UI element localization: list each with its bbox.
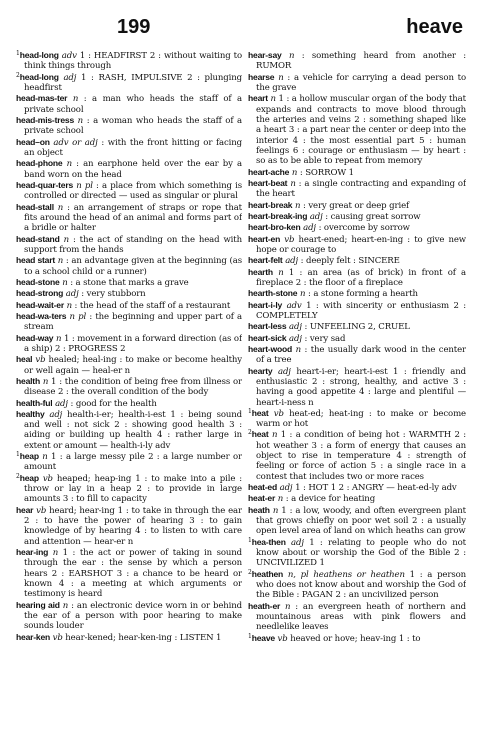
entry-headword: heap [19,472,39,483]
entry-headword: heart-bro-ken [248,222,301,233]
homograph-number: 2 [16,71,20,79]
part-of-speech: n [55,333,62,344]
dictionary-entry [16,376,242,398]
part-of-speech: vb [52,632,63,643]
part-of-speech: adj [309,211,323,222]
left-column [16,50,242,732]
dictionary-entry [248,222,466,233]
entry-headword: heart [248,93,268,104]
entry-definition: heaved or hove; heav-ing 1 : to [287,633,421,644]
entry-definition: 1 : RASH, IMPULSIVE 2 : plunging headfirst [24,72,242,93]
part-of-speech: n [57,202,64,213]
entry-headword: head-stall [16,201,54,212]
part-of-speech: adj [291,537,304,548]
part-of-speech: n [42,452,48,463]
entry-headword: healthy [16,408,45,419]
part-of-speech: vb [284,234,295,245]
dictionary-entry [16,277,242,288]
entry-definition: : a device for heating [283,494,376,505]
entry-definition: heat-ed; heat-ing : to make or become warm or hot [256,408,466,430]
dictionary-entry [16,409,242,451]
entry-definition: : an arrangement of straps or rope that fits around the head of an animal and forms part of a bridle or halter [24,202,242,234]
dictionary-entry [248,537,466,569]
entry-definition: : causing great sorrow [322,211,421,222]
dictionary-entry [248,333,466,344]
page-number: 199 [117,16,151,38]
dictionary-entry [16,311,242,333]
entry-headword: head-mis-tress [16,114,75,125]
entry-definition: : a place from which something is controlled or directed — used as singular or plural [24,180,242,202]
entry-definition: : the act of standing on the head with support from the hands [24,234,242,255]
dictionary-entry [16,547,242,600]
entry-definition: 1 : with sincerity or enthusiasm 2 : COMPLETELY [256,300,466,321]
entry-definition: : the beginning and upper part of a stream [24,311,242,333]
dictionary-entry [248,633,466,644]
homograph-number: 2 [248,568,252,576]
entry-headword: heart-en [248,233,281,244]
entry-definition: : very stubborn [78,289,146,300]
dictionary-entry [248,211,466,222]
dictionary-entry [16,354,242,376]
homograph-number: 1 [16,50,20,57]
entry-headword: hearth [248,266,273,277]
entry-headword: head-long [19,71,59,82]
entry-definition: : the usually dark wood in the center of a tree [256,344,466,366]
entry-headword: head-wa-ters [16,310,67,321]
entry-headword: heathen [251,568,284,579]
dictionary-entry [248,178,466,200]
entry-headword: heart-i-ly [248,299,283,310]
entry-headword: heat-ed [248,482,277,493]
dictionary-entry [16,50,242,72]
entry-definition: heart-ened; heart-en-ing : to give new hope or courage to [256,234,466,255]
entry-definition: 1 : a condition of being hot : WARMTH 2 : hot weather 3 : a form of energy that causes an object to rise in temperature 4 : strength of feeling or force of action 5 : a single race in a contest that includes two or more races [256,430,466,482]
dictionary-entry [248,429,466,482]
part-of-speech: adv [61,51,77,61]
entry-definition: : good for the health [67,398,157,409]
part-of-speech: n [270,94,276,105]
entry-definition: : a vehicle for carrying a dead person to the grave [256,72,466,93]
entry-headword: head start [16,255,55,266]
part-of-speech: n [66,159,72,170]
part-of-speech: n [72,94,79,105]
dictionary-entry [248,493,466,504]
part-of-speech: n [278,72,284,83]
dictionary-entry [16,202,242,234]
entry-definition: : a stone that marks a grave [67,277,189,288]
entry-definition: : an earphone held over the ear by a band worn on the head [24,159,242,180]
dictionary-entry [16,333,242,355]
entry-definition: : very great or deep grief [300,200,410,211]
entry-headword: hearty [248,365,273,376]
part-of-speech: n pl [69,311,87,322]
entry-definition: 1 : the act or power of taking in sound through the ear : the sense by which a person hears 2 : EARSHOT 3 : a chance to be heard or known 4 : a meeting at which arguments or testimony is heard [24,548,242,600]
entry-headword: head-way [16,332,54,343]
part-of-speech: adj [279,483,293,494]
entry-headword: health [16,375,40,386]
entry-definition: : UNFEELING 2, CRUEL [301,322,410,333]
entry-headword: heart-break-ing [248,210,308,221]
entry-headword: head-quar-ters [16,179,74,190]
entry-definition: 1 : a person who does not know about and worship the God of the Bible : PAGAN 2 : an uncivilized person [256,569,466,601]
entry-definition: heaped; heap-ing 1 : to make into a pile : throw or lay in a heap 2 : to provide in large amounts 3 : to fill to capacity [24,473,242,505]
dictionary-entry [16,255,242,277]
entry-headword: heart-sick [248,332,287,343]
part-of-speech: n [52,548,59,559]
part-of-speech: n [77,115,84,126]
entry-headword: heat [251,407,269,418]
entry-headword: heath-er [248,600,281,611]
entry-definition: : a man who heads the staff of a private school [24,94,242,115]
entry-definition: : an electronic device worn in or behind the ear of a person with poor hearing to make sounds louder [24,600,242,632]
part-of-speech: n [62,277,68,288]
dictionary-entry [248,569,466,601]
entry-definition: : the head of the staff of a restaurant [71,300,231,311]
entry-definition: heart-i-er; heart-i-est 1 : friendly and enthusiastic 2 : strong, healthy, and active 3 : having a good appetite 4 : large and plentiful — heart-i-ness n [256,366,466,408]
part-of-speech: vb [273,408,284,419]
entry-definition: : an evergreen heath of northern and mountainous areas with pink flowers and needlelike leaves [256,601,466,633]
dictionary-entry [16,451,242,473]
guide-word: heave [406,16,463,38]
right-column [248,50,466,732]
part-of-speech: vb [42,473,53,484]
homograph-number: 1 [248,536,252,544]
homograph-number: 1 [16,451,20,459]
part-of-speech: n [278,267,284,278]
part-of-speech: n [42,376,49,387]
entry-definition: heard; hear-ing 1 : to take in through the ear 2 : to have the power of hearing 3 : to gain knowledge of by hearing 4 : to listen to with care and attention — hear-er n [24,505,242,547]
entry-headword: heart-beat [248,177,288,188]
entry-definition: 1 : HOT 1 2 : ANGRY — heat-ed-ly adv [292,483,457,494]
part-of-speech: adj [303,223,316,234]
entry-definition: 1 : a large messy pile 2 : a large number or amount [24,452,242,473]
part-of-speech: vb [277,633,288,644]
part-of-speech: n [299,289,306,300]
dictionary-entry [16,632,242,643]
dictionary-entry [16,300,242,311]
dictionary-entry [248,505,466,537]
entry-headword: heat-er [248,493,276,504]
entry-definition: 1 : HEADFIRST 2 : without waiting to think things through [24,51,242,72]
homograph-number: 2 [248,429,252,437]
entry-definition: : a single contracting and expanding of the heart [256,178,466,200]
entry-headword: heart-less [248,321,287,332]
part-of-speech: n [291,167,298,178]
entry-definition: : overcome by sorrow [315,223,410,234]
dictionary-entry [248,72,466,94]
homograph-number: 2 [16,472,20,480]
part-of-speech: adj [65,289,79,300]
part-of-speech: adj [277,366,291,377]
entry-headword: hear [16,504,34,515]
entry-headword: hearth-stone [248,288,298,299]
entry-definition: : something heard from another : RUMOR [256,51,466,72]
entry-headword: heart-ache [248,166,290,177]
entry-definition: 1 : a low, woody, and often evergreen plant that grows chiefly on poor wet soil 2 : a usually open level area of land on which heaths can grow [256,505,466,537]
part-of-speech: adj [55,398,68,409]
dictionary-entry [248,321,466,332]
part-of-speech: adj [289,322,302,333]
entry-headword: hear-ken [16,631,51,642]
entry-headword: head-stand [16,233,60,244]
part-of-speech: n [66,300,72,311]
dictionary-entry [248,255,466,266]
page-header [0,12,480,46]
entry-headword: heart-break [248,199,293,210]
part-of-speech: vb [36,505,47,516]
entry-headword: heave [251,632,275,643]
part-of-speech: n [294,200,301,211]
dictionary-entry [248,300,466,322]
entry-headword: head–on [16,136,50,147]
entry-definition: 1 : a hollow muscular organ of the body that expands and contracts to move blood through the arteries and veins 2 : something shaped like a heart 3 : a part near the center or deep into the interior 4 : the most essential part 5 : human feelings 6 : courage or enthusiasm — by heart : so as to be able to repeat from memory [256,94,466,167]
entry-headword: heat [251,429,269,440]
entry-definition: : a stone forming a hearth [305,289,418,300]
dictionary-entry [248,601,466,633]
part-of-speech: n [57,256,64,267]
dictionary-entry [16,72,242,94]
entry-headword: heart-felt [248,255,283,266]
entry-headword: hear-say [248,50,282,60]
part-of-speech: n pl [76,180,93,191]
entry-definition: 1 : movement in a forward direction (as of a ship) 2 : PROGRESS 2 [24,333,242,354]
dictionary-entry [248,50,466,72]
dictionary-entry [248,200,466,211]
part-of-speech: n, pl heathens or heathen [287,569,405,580]
part-of-speech: adj [289,333,302,344]
part-of-speech: adj [285,256,299,267]
dictionary-entry [248,267,466,289]
dictionary-entry [248,288,466,299]
dictionary-entry [16,234,242,256]
entry-definition: : an advantage given at the beginning (as to a school child or a runner) [24,256,242,277]
entry-definition: 1 : relating to people who do not know about or worship the God of the Bible 2 : UNCIVILIZED 1 [256,537,466,569]
entry-headword: head-mas-ter [16,93,68,104]
part-of-speech: n [285,601,291,612]
part-of-speech: n [295,344,301,355]
dictionary-entry [16,180,242,202]
dictionary-entry [16,600,242,632]
dictionary-entry [16,158,242,180]
dictionary-entry [16,115,242,137]
entry-headword: heap [19,451,39,462]
homograph-number: 1 [248,632,252,640]
entry-definition: : with the front hitting or facing an object [24,137,242,158]
dictionary-entry [16,473,242,505]
entry-headword: hearing aid [16,599,60,610]
entry-headword: hearse [248,71,275,82]
dictionary-entry [248,167,466,178]
entry-headword: heath [248,504,270,515]
part-of-speech: adv or adj [53,137,98,148]
entry-definition: : deeply felt : SINCERE [298,256,400,267]
entry-definition: : SORROW 1 [297,167,354,178]
part-of-speech: adj [49,409,63,420]
dictionary-columns [16,50,466,732]
entry-definition: : a woman who heads the staff of a private school [24,115,242,137]
dictionary-entry [248,408,466,430]
entry-headword: head-phone [16,158,63,169]
entry-headword: health-ful [16,397,53,408]
part-of-speech: adj [63,72,77,83]
part-of-speech: n [272,505,279,516]
part-of-speech: n [62,600,69,611]
dictionary-entry [16,288,242,299]
dictionary-entry [248,482,466,493]
part-of-speech: n [290,178,296,189]
entry-headword: hea-then [251,536,286,547]
part-of-speech: adv [286,300,302,311]
entry-headword: head-wait-er [16,299,64,310]
entry-definition: : very sad [301,333,346,344]
entry-definition: 1 : an area (as of brick) in front of a fireplace 2 : the floor of a fireplace [256,267,466,288]
dictionary-entry [248,366,466,408]
entry-definition: hear-kened; hear-ken-ing : LISTEN 1 [62,632,222,643]
dictionary-entry [16,93,242,115]
dictionary-entry [248,234,466,256]
dictionary-entry [248,93,466,166]
dictionary-entry [248,344,466,366]
dictionary-entry [16,398,242,409]
entry-headword: head-strong [16,288,64,299]
part-of-speech: n [288,51,295,61]
entry-definition: health-i-er; health-i-est 1 : being sound and well : not sick 2 : showing good health 3 : aiding or building up health 4 : rather large in extent or amount — health-i-ly adv [24,409,242,451]
part-of-speech: n [271,430,278,441]
part-of-speech: n [63,234,69,245]
part-of-speech: n [277,494,284,505]
entry-definition: healed; heal-ing : to make or become healthy or well again — heal-er n [24,355,242,376]
entry-headword: head-long [19,50,59,60]
entry-headword: heal [16,354,33,365]
entry-headword: hear-ing [16,547,49,558]
part-of-speech: vb [35,355,46,366]
entry-headword: head-stone [16,276,60,287]
entry-definition: 1 : the condition of being free from illness or disease 2 : the overall condition of the body [24,376,242,398]
dictionary-entry [16,505,242,547]
homograph-number: 1 [248,407,252,415]
entry-headword: heart-wood [248,343,293,354]
dictionary-entry [16,137,242,159]
